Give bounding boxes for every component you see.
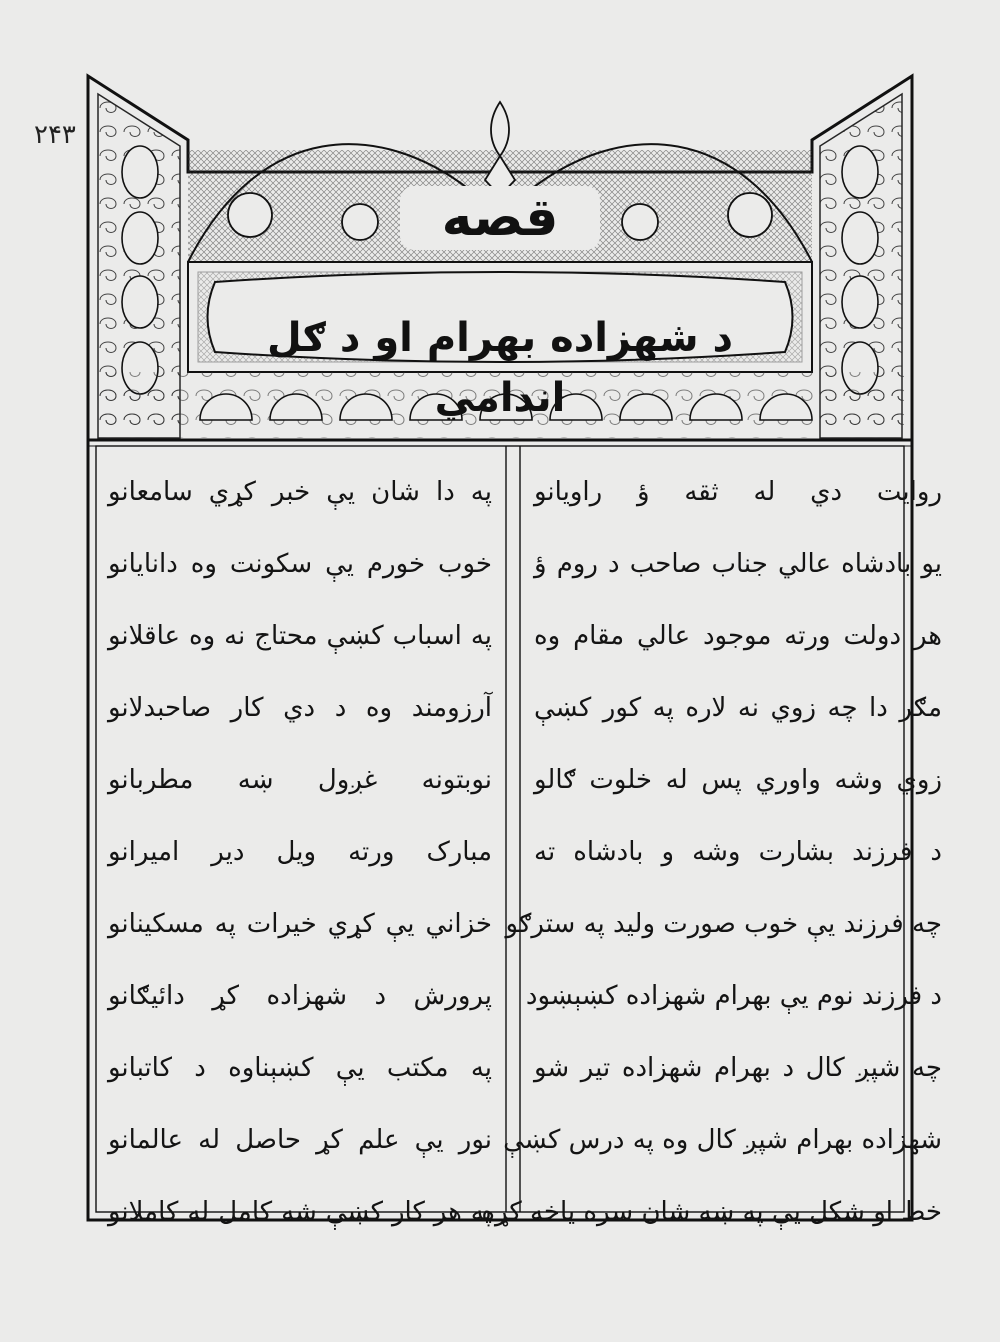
story-title: قصه — [400, 186, 600, 250]
verse-line: پرورش د شهزاده کړ دائيګانو — [108, 981, 492, 1011]
left-verse-column — [102, 456, 498, 1248]
verse-line: په هر کار کښې شه کامل له کاملانو — [108, 1197, 492, 1227]
verse-line: خوب خورم يې سکونت وه دانايانو — [108, 549, 492, 579]
verse-line: مبارک ورته ويل دير اميرانو — [108, 837, 492, 867]
verse-line: خزاني يې کړي خيرات په مسکينانو — [108, 909, 492, 939]
verse-line: نوبتونه غږول ښه مطربانو — [108, 765, 492, 795]
verse-line: نور يې علم کړ حاصل له عالمانو — [108, 1125, 492, 1155]
verse-line: خط او شکل يې په ښه شان سره ياخه کړه — [481, 1197, 942, 1227]
verse-line: روایت دي له ثقه ؤ راویانو — [534, 477, 942, 507]
verse-line: شهزاده بهرام شپږ کال وه په درس کښې — [503, 1125, 942, 1155]
verse-line: هر دولت ورته موجود عالي مقام وه — [534, 621, 942, 651]
verse-line: چه فرزند يې خوب صورت وليد په سترګو — [505, 909, 942, 939]
verse-line: مګر دا چه زوي نه لاره په کور کښې — [534, 693, 942, 723]
verse-line: په اسباب کښې محتاج نه وه عاقلانو — [108, 621, 492, 651]
verse-line: آرزومند وه د دي کار صاحبدلانو — [108, 693, 492, 723]
verse-line: یو بادشاه عالي جناب صاحب د روم ؤ — [534, 549, 942, 579]
right-verse-column — [481, 456, 948, 1248]
verse-line: د فرزند نوم يې بهرام شهزاده کښېښود — [525, 981, 942, 1011]
page-number: ۲۴۳ — [34, 120, 76, 150]
story-subtitle: د شهزاده بهرام او د ګل اندامي — [266, 315, 734, 421]
verse-line: چه شپږ کال د بهرام شهزاده تير شو — [534, 1053, 942, 1083]
verse-line: په دا شان يې خبر کړي سامعانو — [108, 477, 492, 507]
verse-line: د فرزند بشارت وشه و بادشاه ته — [534, 837, 942, 867]
verse-line: زوي وشه واوري پس له خلوت ګالو — [534, 765, 942, 795]
verse-line: په مکتب يې کښېناوه د کاتبانو — [108, 1053, 492, 1083]
